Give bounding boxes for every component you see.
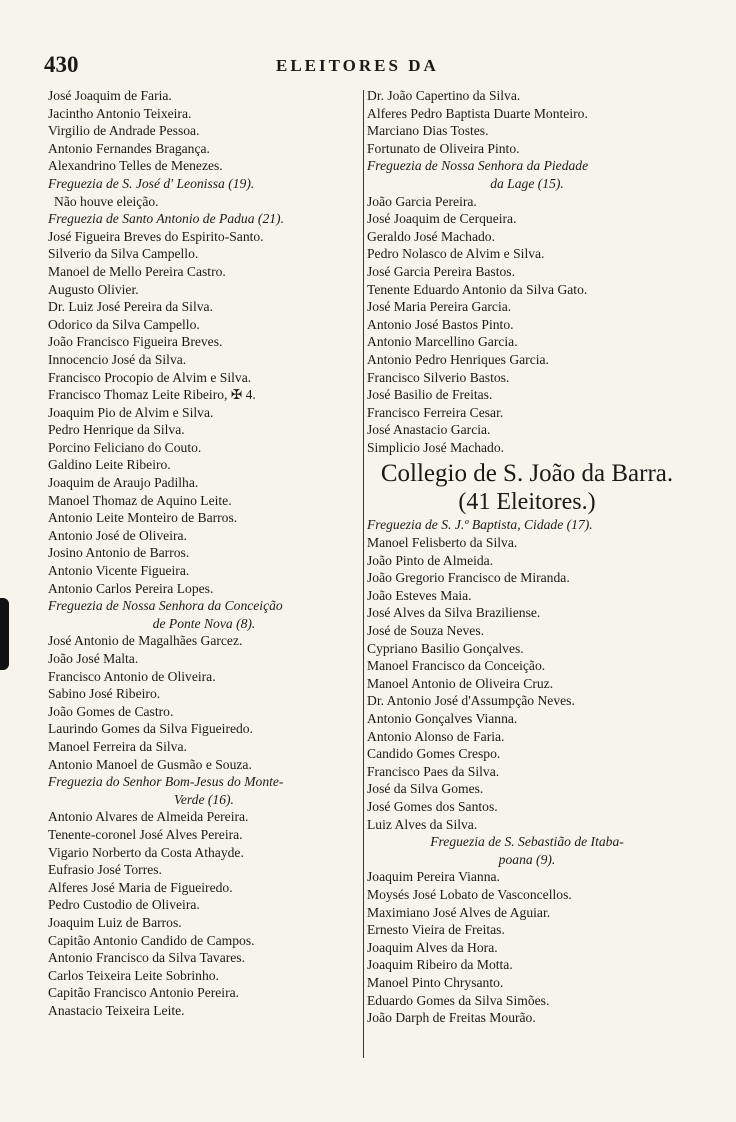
elector-name: Silverio da Silva Campello. (48, 246, 199, 262)
elector-name: Alexandrino Telles de Menezes. (48, 158, 223, 174)
elector-name: Manoel de Mello Pereira Castro. (48, 263, 226, 279)
elector-name: Eduardo Gomes da Silva Simões. (367, 992, 550, 1008)
column-divider (363, 90, 364, 1058)
elector-name: João Gomes de Castro. (48, 703, 174, 719)
elector-name: Manoel Ferreira da Silva. (48, 738, 187, 754)
elector-name: Antonio Marcellino Garcia. (367, 334, 518, 350)
elector-name: Francisco Antonio de Oliveira. (48, 668, 216, 684)
college-count: (41 Eleitores.) (458, 489, 596, 516)
elector-name: Carlos Teixeira Leite Sobrinho. (48, 967, 219, 983)
elector-name: Manoel Thomaz de Aquino Leite. (48, 492, 232, 508)
parish-heading: Freguezia de Nossa Senhora da Conceição (48, 598, 283, 614)
elector-name: Joaquim Pereira Vianna. (367, 869, 500, 885)
elector-name: João Pinto de Almeida. (367, 552, 494, 568)
parish-heading: de Ponte Nova (8). (152, 615, 256, 631)
left-column (48, 87, 360, 1019)
elector-name: João Gregorio Francisco de Miranda. (367, 570, 570, 586)
elector-name: Porcino Feliciano do Couto. (48, 439, 202, 455)
elector-name: Fortunato de Oliveira Pinto. (367, 140, 520, 156)
elector-name: Antonio José de Oliveira. (48, 527, 187, 543)
elector-name: Francisco Ferreira Cesar. (367, 404, 504, 420)
elector-name: Joaquim Pio de Alvim e Silva. (48, 404, 214, 420)
elector-name: Joaquim de Araujo Padilha. (48, 475, 199, 491)
parish-heading: Freguezia de S. J.º Baptista, Cidade (17). (367, 517, 593, 533)
elector-name: Ernesto Vieira de Freitas. (367, 922, 505, 938)
elector-name: Antonio Alvares de Almeida Pereira. (48, 809, 249, 825)
page-header (44, 52, 694, 80)
elector-name: José Maria Pereira Garcia. (367, 299, 512, 315)
elector-name: Augusto Olivier. (48, 281, 139, 297)
elector-name: Galdino Leite Ribeiro. (48, 457, 171, 473)
elector-name: Eufrasio José Torres. (48, 862, 162, 878)
parish-heading: Freguezia de S. José d' Leonissa (19). (48, 175, 255, 191)
elector-name: Simplicio José Machado. (367, 439, 505, 455)
elector-name: Antonio Leite Monteiro de Barros. (48, 510, 238, 526)
elector-name: Antonio Manoel de Gusmão e Souza. (48, 756, 252, 772)
elector-name: Joaquim Luiz de Barros. (48, 914, 182, 930)
elector-name: Antonio José Bastos Pinto. (367, 316, 514, 332)
elector-name: José Basilio de Freitas. (367, 387, 493, 403)
elector-name: Pedro Henrique da Silva. (48, 422, 185, 438)
elector-name: Geraldo José Machado. (367, 228, 495, 244)
election-note: Não houve eleição. (54, 193, 159, 209)
parish-heading: Freguezia de S. Sebastião de Itaba- (430, 834, 624, 850)
elector-name: Odorico da Silva Campello. (48, 316, 200, 332)
elector-name: José da Silva Gomes. (367, 781, 484, 797)
elector-name: João Esteves Maia. (367, 587, 472, 603)
elector-name: Antonio Alonso de Faria. (367, 728, 505, 744)
elector-name: Antonio Pedro Henriques Garcia. (367, 351, 549, 367)
running-title: ELEITORES DA (276, 56, 439, 75)
parish-heading: poana (9). (498, 851, 556, 867)
elector-name: Dr. João Capertino da Silva. (367, 88, 521, 103)
elector-name: Pedro Custodio de Oliveira. (48, 897, 200, 913)
elector-name: Innocencio José da Silva. (48, 351, 187, 367)
elector-name: Francisco Paes da Silva. (367, 763, 500, 779)
elector-name: José Figueira Breves do Espirito-Santo. (48, 228, 264, 244)
elector-name: Tenente-coronel José Alves Pereira. (48, 826, 243, 842)
page-number: 430 (44, 52, 79, 77)
parish-heading: da Lage (15). (490, 175, 564, 191)
elector-name: José Anastacio Garcia. (367, 422, 491, 438)
elector-name: Joaquim Alves da Hora. (367, 939, 498, 955)
elector-name: José Alves da Silva Braziliense. (367, 605, 541, 621)
elector-name: José Gomes dos Santos. (367, 798, 498, 814)
parish-heading: Freguezia de Nossa Senhora da Piedade (367, 158, 589, 174)
elector-name: Manoel Antonio de Oliveira Cruz. (367, 675, 554, 691)
elector-name: Manoel Pinto Chrysanto. (367, 974, 504, 990)
elector-name: Antonio Francisco da Silva Tavares. (48, 950, 245, 966)
elector-name: José Antonio de Magalhães Garcez. (48, 633, 243, 649)
elector-name: Francisco Procopio de Alvim e Silva. (48, 369, 252, 385)
elector-name: Sabino José Ribeiro. (48, 686, 161, 702)
binding-edge-mark (0, 598, 9, 670)
elector-name: José Joaquim de Faria. (48, 88, 172, 103)
elector-name: José Garcia Pereira Bastos. (367, 263, 515, 279)
elector-name: Dr. Antonio José d'Assumpção Neves. (367, 693, 575, 709)
elector-name: Josino Antonio de Barros. (48, 545, 190, 561)
elector-name: Cypriano Basilio Gonçalves. (367, 640, 524, 656)
elector-name: Alferes Pedro Baptista Duarte Monteiro. (367, 105, 588, 121)
college-heading: Collegio de S. João da Barra. (380, 460, 674, 488)
elector-name: Antonio Fernandes Bragança. (48, 140, 210, 156)
elector-name: Antonio Carlos Pereira Lopes. (48, 580, 214, 596)
elector-name: Laurindo Gomes da Silva Figueiredo. (48, 721, 254, 737)
elector-name: Pedro Nolasco de Alvim e Silva. (367, 246, 545, 262)
elector-name: Moysés José Lobato de Vasconcellos. (367, 886, 572, 902)
elector-name: Virgilio de Andrade Pessoa. (48, 123, 200, 139)
elector-name: João Darph de Freitas Mourão. (367, 1010, 536, 1026)
elector-name: Alferes José Maria de Figueiredo. (48, 879, 233, 895)
elector-name: Antonio Gonçalves Vianna. (367, 711, 518, 726)
elector-name: José Joaquim de Cerqueira. (367, 211, 517, 227)
parish-heading: Freguezia do Senhor Bom-Jesus do Monte- (48, 774, 284, 790)
elector-name: João Francisco Figueira Breves. (48, 334, 223, 350)
parish-heading: Freguezia de Santo Antonio de Padua (21). (48, 211, 284, 227)
elector-name: Manoel Felisberto da Silva. (367, 535, 518, 551)
elector-name: Francisco Silverio Bastos. (367, 369, 510, 385)
elector-name: Joaquim Ribeiro da Motta. (367, 957, 513, 973)
elector-name: Luiz Alves da Silva. (367, 816, 478, 832)
elector-name: Tenente Eduardo Antonio da Silva Gato. (367, 281, 588, 297)
parish-heading: Verde (16). (174, 791, 234, 807)
elector-name: Jacintho Antonio Teixeira. (48, 105, 192, 121)
elector-name: Capitão Francisco Antonio Pereira. (48, 985, 240, 1001)
elector-name: Maximiano José Alves de Aguiar. (367, 904, 551, 920)
elector-name: José de Souza Neves. (367, 623, 485, 639)
right-column (367, 87, 687, 1027)
elector-name: Dr. Luiz José Pereira da Silva. (48, 299, 213, 315)
elector-name: Anastacio Teixeira Leite. (48, 1002, 185, 1018)
elector-name: João José Malta. (48, 651, 139, 666)
elector-name: Antonio Vicente Figueira. (48, 563, 190, 579)
elector-name: Candido Gomes Crespo. (367, 746, 501, 762)
elector-name: Manoel Francisco da Conceição. (367, 658, 546, 674)
elector-name: Capitão Antonio Candido de Campos. (48, 932, 255, 948)
elector-name: Francisco Thomaz Leite Ribeiro, ✠ 4. (48, 387, 256, 403)
elector-name: Marciano Dias Tostes. (367, 123, 489, 139)
elector-name: João Garcia Pereira. (367, 193, 477, 209)
elector-name: Vigario Norberto da Costa Athayde. (48, 844, 244, 860)
